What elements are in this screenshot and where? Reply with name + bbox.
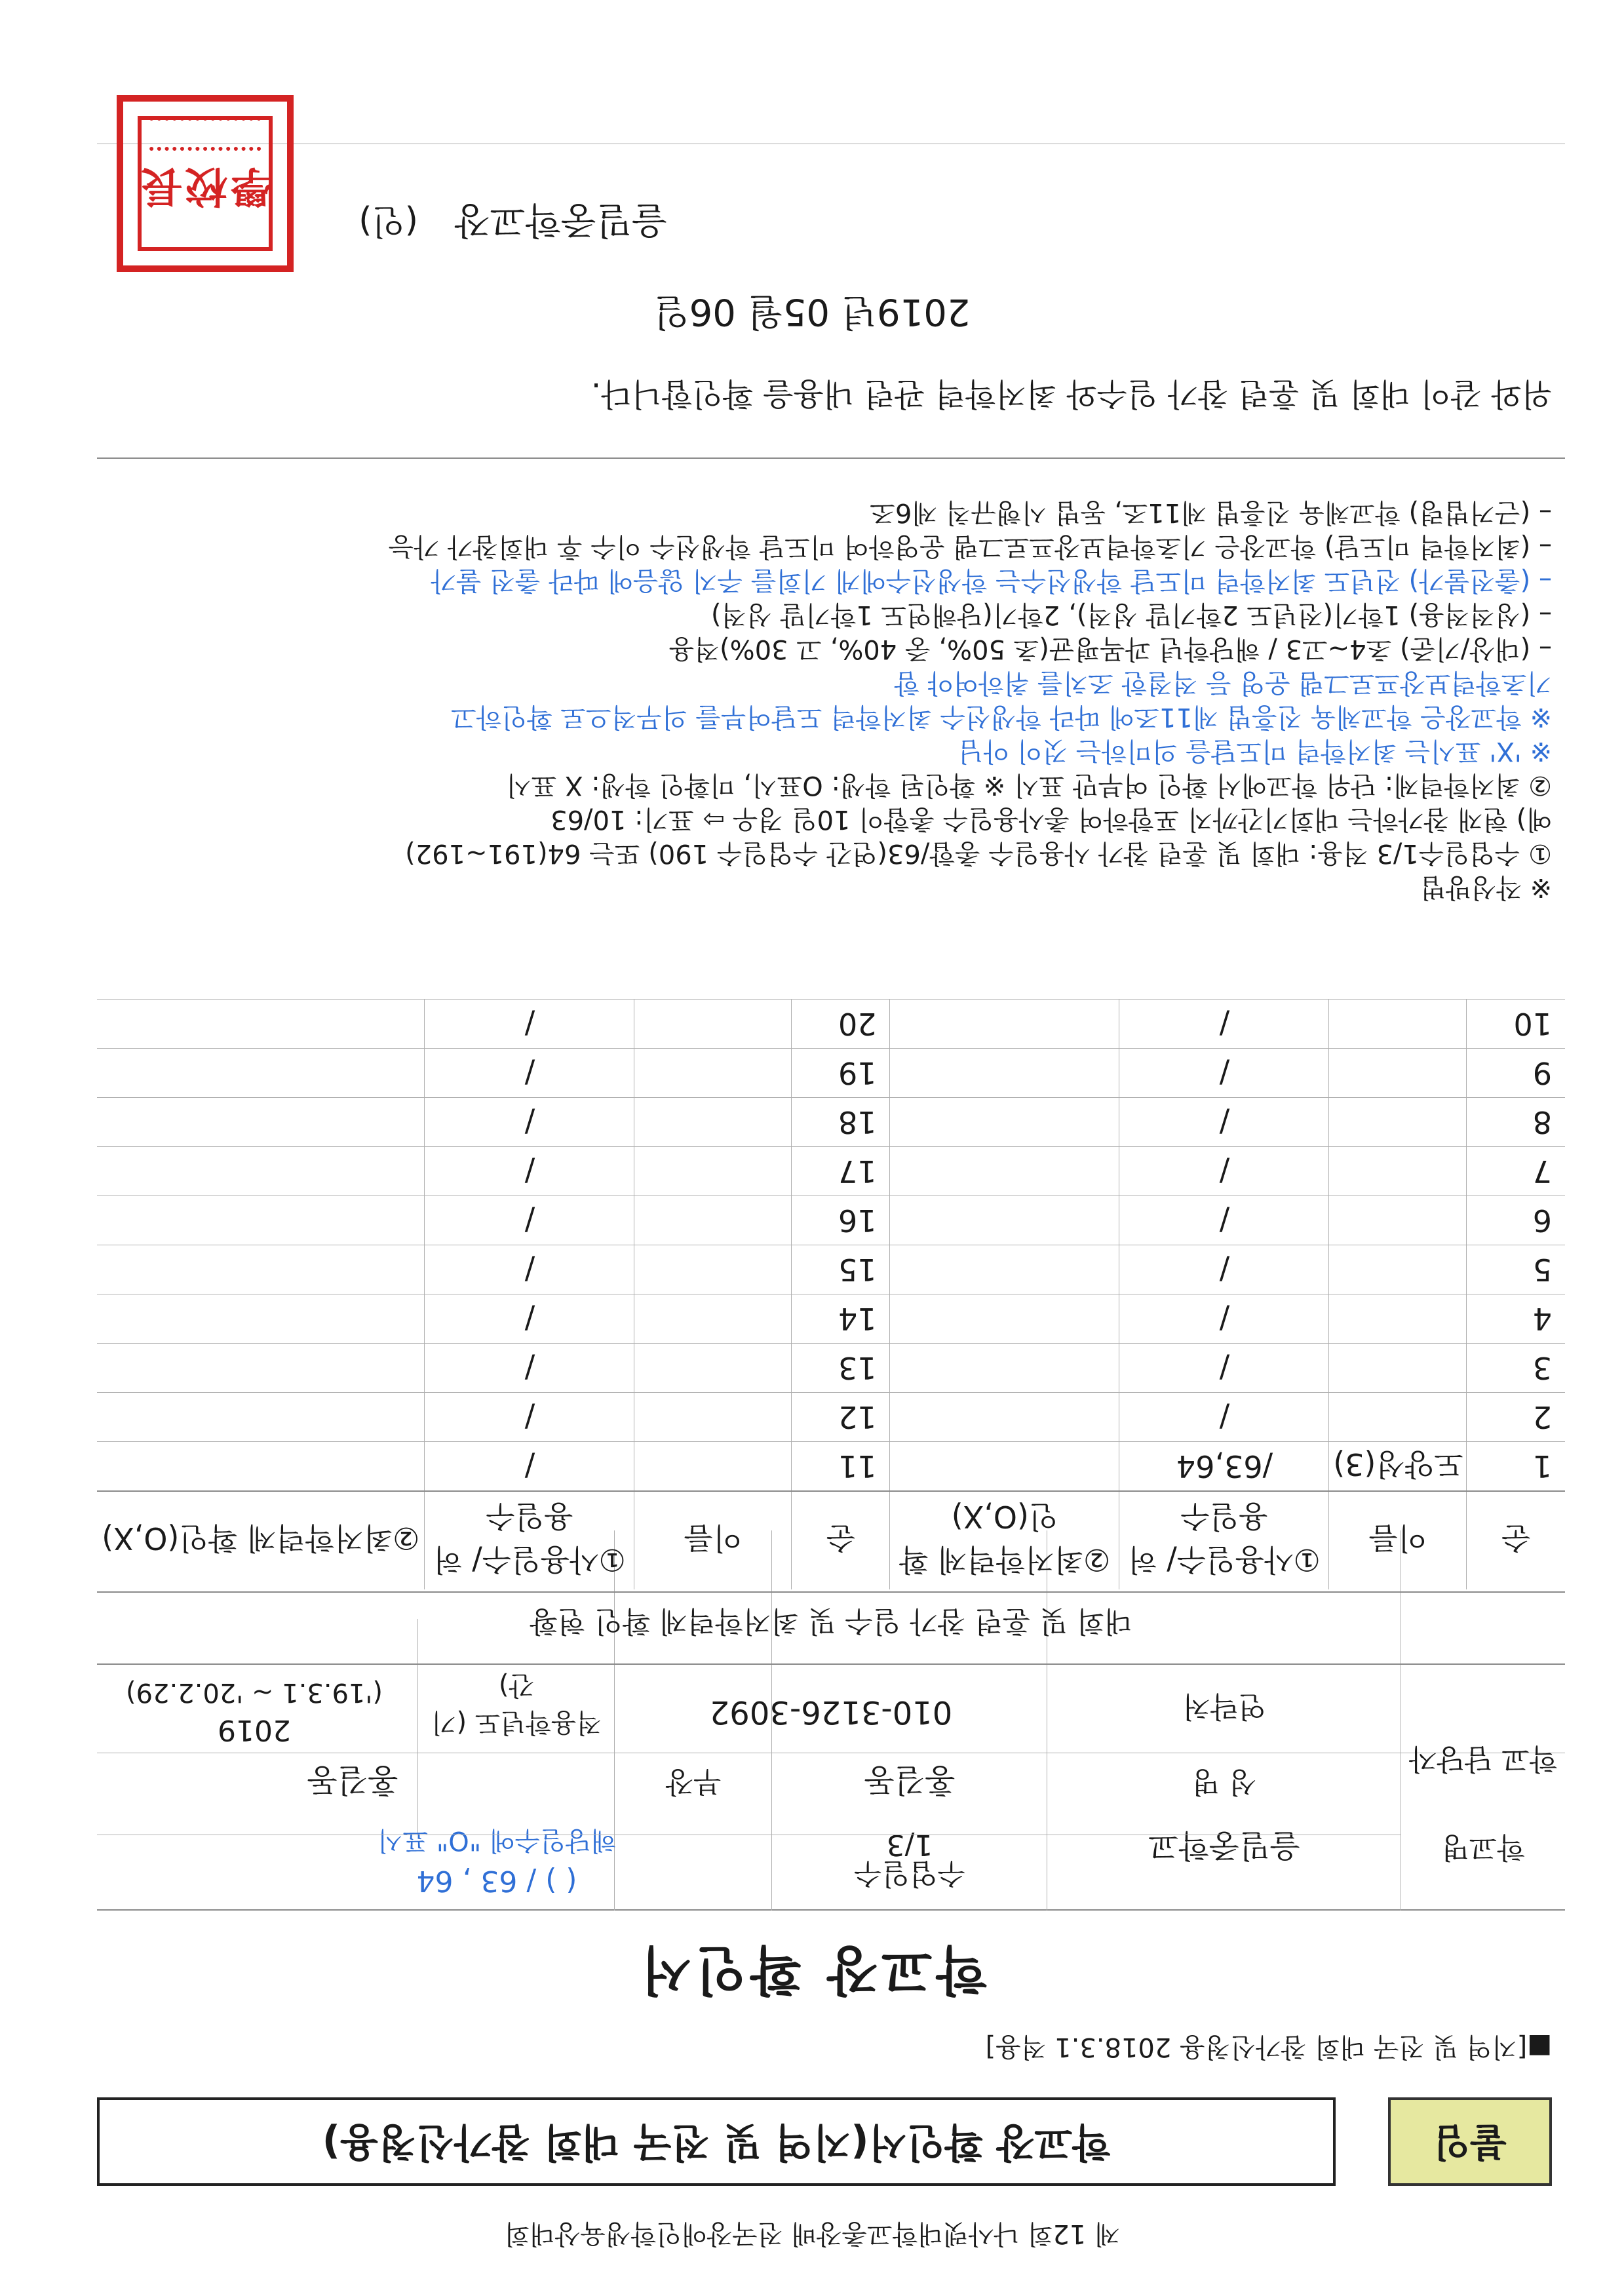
row-check-2 — [97, 1049, 425, 1098]
row-name-2 — [634, 1049, 792, 1098]
row-check — [890, 1245, 1119, 1294]
note-line: – (최저학력 미도달) 학교장은 기초학력보장프로그램 운영하여 미도달 학생선수 이수 후 대회참가 가능 — [388, 532, 1552, 562]
row-number-2: 13 — [792, 1344, 890, 1393]
row-name-2 — [634, 1245, 792, 1294]
note-line: ※ 학교장은 학교체육 진흥법 제11조에 따라 학생선수 최저학력 도달여부를 의무적으로 확인하고 — [451, 702, 1552, 732]
row-days: / — [1119, 1393, 1329, 1442]
note-line: ② 최저학력제: 단위 학교에서 확인 여부만 표시 ※ 확인된 학생: O표시, 미확인 학생: X 표시 — [506, 770, 1552, 800]
row-name-2 — [634, 1147, 792, 1196]
row-name-2 — [634, 1393, 792, 1442]
row-number: 9 — [1467, 1049, 1565, 1098]
row-number-2: 18 — [792, 1098, 890, 1147]
row-name-2 — [634, 1344, 792, 1393]
row-number: 10 — [1467, 1000, 1565, 1049]
row-number: 4 — [1467, 1294, 1565, 1344]
row-name: 도양성(3) — [1329, 1442, 1467, 1491]
attachment-badge: 붙임 — [1388, 2097, 1552, 2186]
official-seal: 學校長 — [117, 95, 294, 272]
row-check-2 — [97, 1344, 425, 1393]
row-days: / — [1119, 1245, 1329, 1294]
col-check: ②최저학력제 확인(O,X) — [890, 1491, 1119, 1589]
notes-section — [90, 496, 1552, 904]
position-label: 부장 — [665, 1765, 722, 1798]
row-name — [1329, 1098, 1467, 1147]
row-name — [1329, 1196, 1467, 1245]
period-range: ('19.3.1 ~ '20.2.29) — [125, 1677, 383, 1707]
confirm-statement: 위와 같이 대회 및 훈련 참가 일수와 최저학력 관련 내용을 확인합니다. — [590, 376, 1552, 412]
school-name: 을밀중학교 — [1148, 1827, 1300, 1864]
row-check — [890, 1393, 1119, 1442]
row-name-2 — [634, 1294, 792, 1344]
notes-heading: ※ 작성방법 — [1420, 872, 1552, 903]
row-check — [890, 1196, 1119, 1245]
period-year: 2019 — [218, 1713, 291, 1747]
row-days: / — [1119, 1196, 1329, 1245]
row-number: 5 — [1467, 1245, 1565, 1294]
row-name-2 — [634, 1098, 792, 1147]
contact-label: 연락처 — [1182, 1690, 1266, 1723]
table-row — [97, 1049, 1565, 1098]
row-name-2 — [634, 1196, 792, 1245]
table-row — [97, 1344, 1565, 1393]
row-days-2: / — [425, 1000, 634, 1049]
row-check-2 — [97, 1196, 425, 1245]
note-line: ※ 'X' 표시는 최저학력 미도달을 의미하는 것이 아님 — [957, 736, 1552, 766]
row-number-2: 17 — [792, 1147, 890, 1196]
application-note: ■[지역 및 전국 대회 참가신청용 2018.3.1 적용] — [985, 2032, 1552, 2062]
ratio: 1/3 — [886, 1828, 933, 1861]
row-number-2: 16 — [792, 1196, 890, 1245]
row-name-2 — [634, 1442, 792, 1491]
row-check — [890, 1147, 1119, 1196]
note-line: – (출전불가) 전년도 최저학력 미도달 학생선수는 학생선수에게 기회를 주지 않음에 따라 출전 불가 — [431, 566, 1552, 596]
row-check-2 — [97, 1442, 425, 1491]
row-days: /63,64 — [1119, 1442, 1329, 1491]
days-value: ( ) / 63 , 64 — [416, 1864, 577, 1897]
row-days: / — [1119, 1098, 1329, 1147]
row-number: 1 — [1467, 1442, 1565, 1491]
row-days-2: / — [425, 1049, 634, 1098]
row-days-2: / — [425, 1294, 634, 1344]
row-name-2 — [634, 1000, 792, 1049]
row-number: 7 — [1467, 1147, 1565, 1196]
row-check — [890, 1049, 1119, 1098]
row-check-2 — [97, 1245, 425, 1294]
row-number-2: 11 — [792, 1442, 890, 1491]
col-name: 이름 — [1329, 1491, 1467, 1589]
row-check-2 — [97, 1098, 425, 1147]
row-number: 3 — [1467, 1344, 1565, 1393]
col-days: ①사용일수/ 허용일수 — [1119, 1491, 1329, 1589]
col-check-2: ②최저학력제 확인(O,X) — [102, 1521, 420, 1557]
row-number-2: 12 — [792, 1393, 890, 1442]
contact-value: 010-3126-3092 — [709, 1694, 953, 1730]
note-line: 예) 현재 참가하는 대회기간까지 포함하여 총사용일수 총합이 10일 경우 ⇨ 표기: 10/63 — [551, 804, 1552, 834]
note-line: 기초학력보장프로그램 운영 등 적절한 조치를 취하여야 함 — [894, 668, 1552, 698]
position-value: 홍길동 — [307, 1762, 398, 1798]
confirm-date: 2019년 05월 06일 — [653, 290, 971, 333]
table-row — [97, 1098, 1565, 1147]
row-check-2 — [97, 1294, 425, 1344]
row-number-2: 19 — [792, 1049, 890, 1098]
row-check — [890, 1442, 1119, 1491]
note-line: – (근거법령) 학교체육 진흥법 제11조, 동법 시행규칙 제6조 — [870, 497, 1552, 528]
note-line: ① 수업일수1/3 적용: 대회 및 훈련 참가 사용일수 총합/63(연간 수업일수 190) 또는 64(191~192) — [405, 838, 1552, 868]
row-check — [890, 1294, 1119, 1344]
row-days: / — [1119, 1049, 1329, 1098]
row-number: 2 — [1467, 1393, 1565, 1442]
principal-name: 을밀중학교장 — [454, 199, 667, 241]
row-name — [1329, 1049, 1467, 1098]
row-number: 8 — [1467, 1098, 1565, 1147]
row-days-2: / — [425, 1344, 634, 1393]
table-row — [97, 1294, 1565, 1344]
row-name — [1329, 1393, 1467, 1442]
competition-title: 제 12회 나사렛대학교총장배 전국장애인학생육상대회 — [504, 2219, 1120, 2249]
col-no: 순 — [1467, 1491, 1565, 1589]
table-row — [97, 1147, 1565, 1196]
col-days-2: ①사용일수/ 허용일수 — [425, 1491, 634, 1589]
row-check — [890, 1344, 1119, 1393]
table-row — [97, 1245, 1565, 1294]
table-caption: 대회 및 훈련 참가 일수 및 최저학력제 확인 현황 — [530, 1604, 1132, 1638]
row-days: / — [1119, 1147, 1329, 1196]
table-row — [97, 1393, 1565, 1442]
name-value: 홍길동 — [864, 1762, 956, 1798]
row-days-2: / — [425, 1245, 634, 1294]
participation-table — [97, 1000, 1565, 1590]
row-number: 6 — [1467, 1196, 1565, 1245]
row-check-2 — [97, 1000, 425, 1049]
person-label: 학교 담당자 — [1408, 1742, 1558, 1776]
row-days-2: / — [425, 1393, 634, 1442]
row-check-2 — [97, 1147, 425, 1196]
col-no-2: 순 — [792, 1491, 890, 1589]
col-name-2: 이름 — [634, 1491, 792, 1589]
row-name — [1329, 1000, 1467, 1049]
row-days: / — [1119, 1344, 1329, 1393]
school-label: 학교명 — [1441, 1831, 1525, 1864]
table-row — [97, 1196, 1565, 1245]
row-number-2: 20 — [792, 1000, 890, 1049]
main-title: 학교장 확인서(지역 및 전국 대회 참가신청용) — [97, 2097, 1336, 2186]
row-days: / — [1119, 1000, 1329, 1049]
row-name — [1329, 1147, 1467, 1196]
row-number-2: 15 — [792, 1245, 890, 1294]
row-number-2: 14 — [792, 1294, 890, 1344]
row-check — [890, 1098, 1119, 1147]
document-title: 학교장 확인서 — [637, 1939, 987, 2000]
row-days-2: / — [425, 1196, 634, 1245]
row-days-2: / — [425, 1098, 634, 1147]
days-hint: 해당일수에 "O" 표시 — [377, 1825, 617, 1856]
table-row — [97, 1442, 1565, 1491]
row-name — [1329, 1344, 1467, 1393]
row-days: / — [1119, 1294, 1329, 1344]
row-days-2: / — [425, 1442, 634, 1491]
row-name — [1329, 1294, 1467, 1344]
row-check-2 — [97, 1393, 425, 1442]
period-label: 적용학년도 (기간) — [431, 1670, 602, 1738]
grade-label: 수업일수 — [854, 1857, 966, 1890]
row-check — [890, 1000, 1119, 1049]
row-days-2: / — [425, 1147, 634, 1196]
note-line: – (대상/기준) 초4~고3 / 해당학년 과목평균(초 50%, 중 40%, 고 30%)적용 — [668, 634, 1552, 664]
table-row — [97, 1000, 1565, 1049]
name-label: 성 명 — [1191, 1765, 1257, 1798]
row-name — [1329, 1245, 1467, 1294]
note-line: – (성적적용) 1학기(전년도 2학기말 성적), 2학기(당해연도 1학기말 성적) — [710, 600, 1552, 630]
seal-mark: (인) — [358, 201, 418, 241]
